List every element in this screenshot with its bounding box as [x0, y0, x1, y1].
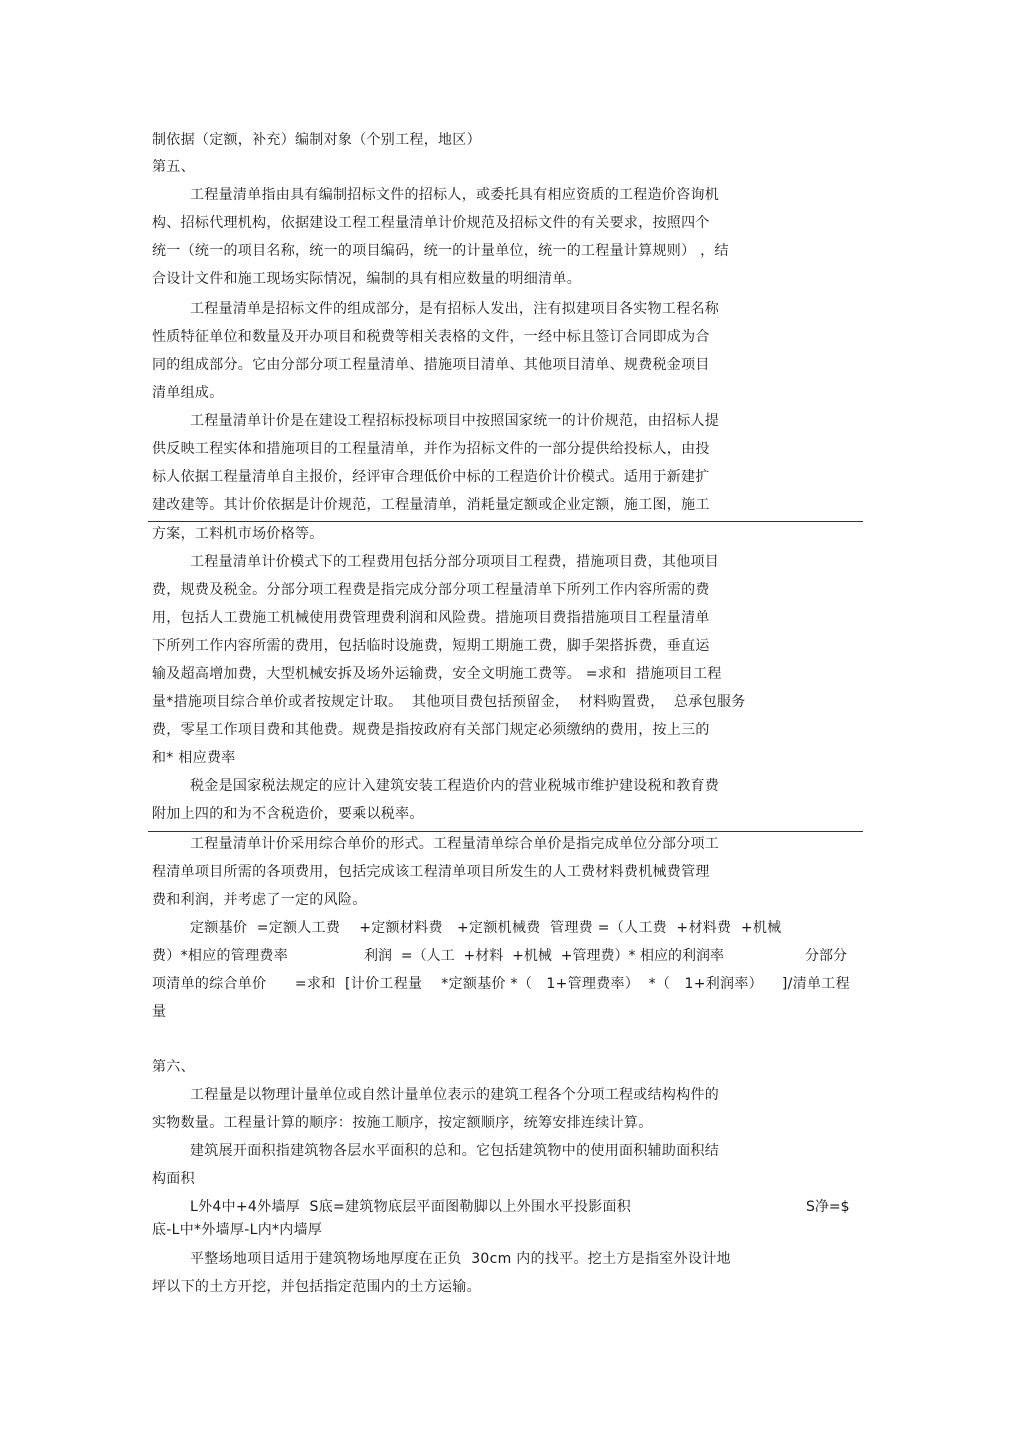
paragraph-line: 性质特征单位和数量及开办项目和税费等相关表格的文件，一经中标且签订合同即成为合: [152, 329, 710, 345]
paragraph-line: 供反映工程实体和措施项目的工程量清单，并作为招标文件的一部分提供给投标人，由投: [152, 441, 710, 457]
paragraph-line: 税金是国家税法规定的应计入建筑安装工程造价内的营业税城市维护建设税和教育费: [190, 778, 720, 794]
paragraph-line: 工程量清单计价采用综合单价的形式。工程量清单综合单价是指完成单位分部分项工: [190, 836, 720, 852]
paragraph-line: 用，包括人工费施工机械使用费管理费利润和风险费。措施项目费指措施项目工程量清单: [152, 610, 710, 626]
paragraph-line: 标人依据工程量清单自主报价，经评审合理低价中标的工程造价计价模式。适用于新建扩: [152, 469, 710, 485]
paragraph-line: 费，零星工作项目费和其他费。规费是指按政府有关部门规定必须缴纳的费用，按上三的: [152, 722, 710, 738]
paragraph-line: 工程量清单指由具有编制招标文件的招标人，或委托具有相应资质的工程造价咨询机: [190, 187, 720, 203]
formula-segment: 分部分: [805, 948, 847, 964]
formula-line: 量: [152, 1004, 167, 1020]
paragraph-line: 下所列工作内容所需的费用，包括临时设施费，短期工期施工费，脚手架搭拆费，垂直运: [152, 638, 710, 654]
paragraph-line: 构、招标代理机构，依据建设工程工程量清单计价规范及招标文件的有关要求，按照四个: [152, 215, 710, 231]
section-heading: 第五、: [152, 159, 195, 175]
paragraph-line: 工程量是以物理计量单位或自然计量单位表示的建筑工程各个分项工程或结构构件的: [190, 1087, 720, 1103]
formula-segment: S净=$: [806, 1199, 850, 1215]
paragraph-line: 同的组成部分。它由分部分项工程量清单、措施项目清单、其他项目清单、规费税金项目: [152, 357, 710, 373]
formula-line: 项清单的综合单价 =求和 [计价工程量 *定额基价 *（ 1+管理费率） *（ 1+利润率） ]/清单工程: [152, 976, 850, 992]
paragraph-line: 合设计文件和施工现场实际情况，编制的具有相应数量的明细清单。: [152, 271, 581, 287]
paragraph-line: 平整场地项目适用于建筑物场地厚度在正负 30cm 内的找平。挖土方是指室外设计地: [190, 1251, 731, 1267]
paragraph-line: 输及超高增加费，大型机械安拆及场外运输费，安全文明施工费等。 =求和 措施项目工程: [152, 666, 722, 682]
paragraph-line: 坪以下的土方开挖，并包括指定范围内的土方运输。: [152, 1279, 481, 1295]
paragraph-line: 工程量清单计价是在建设工程招标投标项目中按照国家统一的计价规范，由招标人提: [190, 413, 720, 429]
paragraph-line: 统一（统一的项目名称，统一的项目编码，统一的计量单位，统一的工程量计算规则） ，结: [152, 243, 729, 259]
paragraph-line: 费和利润，并考虑了一定的风险。: [152, 892, 367, 908]
formula-segment: 利润 =（人工 +材料 +机械 +管理费）* 相应的利润率: [364, 948, 724, 964]
section-heading: 第六、: [152, 1059, 195, 1075]
divider-line: [148, 521, 863, 522]
paragraph-line: 实物数量。工程量计算的顺序：按施工顺序，按定额顺序，统筹安排连续计算。: [152, 1115, 653, 1131]
paragraph-line: 和* 相应费率: [152, 750, 236, 766]
paragraph-line: 建改建等。其计价依据是计价规范，工程量清单，消耗量定额或企业定额，施工图，施工: [152, 497, 710, 513]
paragraph-line: 构面积: [152, 1171, 195, 1187]
formula-line: 定额基价 =定额人工费 +定额材料费 +定额机械费 管理费 =（人工费 +材料费 +机械: [190, 920, 782, 936]
paragraph-line: 附加上四的和为不含税造价，要乘以税率。: [152, 806, 424, 822]
paragraph-line: 程清单项目所需的各项费用，包括完成该工程清单项目所发生的人工费材料费机械费管理: [152, 864, 710, 880]
divider-line: [148, 831, 863, 832]
paragraph-line: 建筑展开面积指建筑物各层水平面积的总和。它包括建筑物中的使用面积辅助面积结: [190, 1143, 720, 1159]
formula-line: 底-L中*外墙厚-L内*内墙厚: [152, 1222, 323, 1238]
paragraph-line: 方案，工料机市场价格等。: [152, 526, 324, 542]
paragraph-line: 工程量清单计价模式下的工程费用包括分部分项项目工程费，措施项目费，其他项目: [190, 554, 720, 570]
formula-line: 费）*相应的管理费率: [152, 948, 288, 964]
text-line: 制依据（定额，补充）编制对象（个别工程，地区）: [152, 132, 481, 148]
paragraph-line: 清单组成。: [152, 385, 224, 401]
formula-line: L外4中+4外墙厚 S底=建筑物底层平面图勒脚以上外围水平投影面积: [190, 1199, 632, 1215]
paragraph-line: 量*措施项目综合单价或者按规定计取。 其他项目费包括预留金， 材料购置费， 总承包服务: [152, 694, 746, 710]
paragraph-line: 费，规费及税金。分部分项工程费是指完成分部分项工程量清单下所列工作内容所需的费: [152, 582, 710, 598]
paragraph-line: 工程量清单是招标文件的组成部分，是有招标人发出，注有拟建项目各实物工程名称: [190, 301, 720, 317]
